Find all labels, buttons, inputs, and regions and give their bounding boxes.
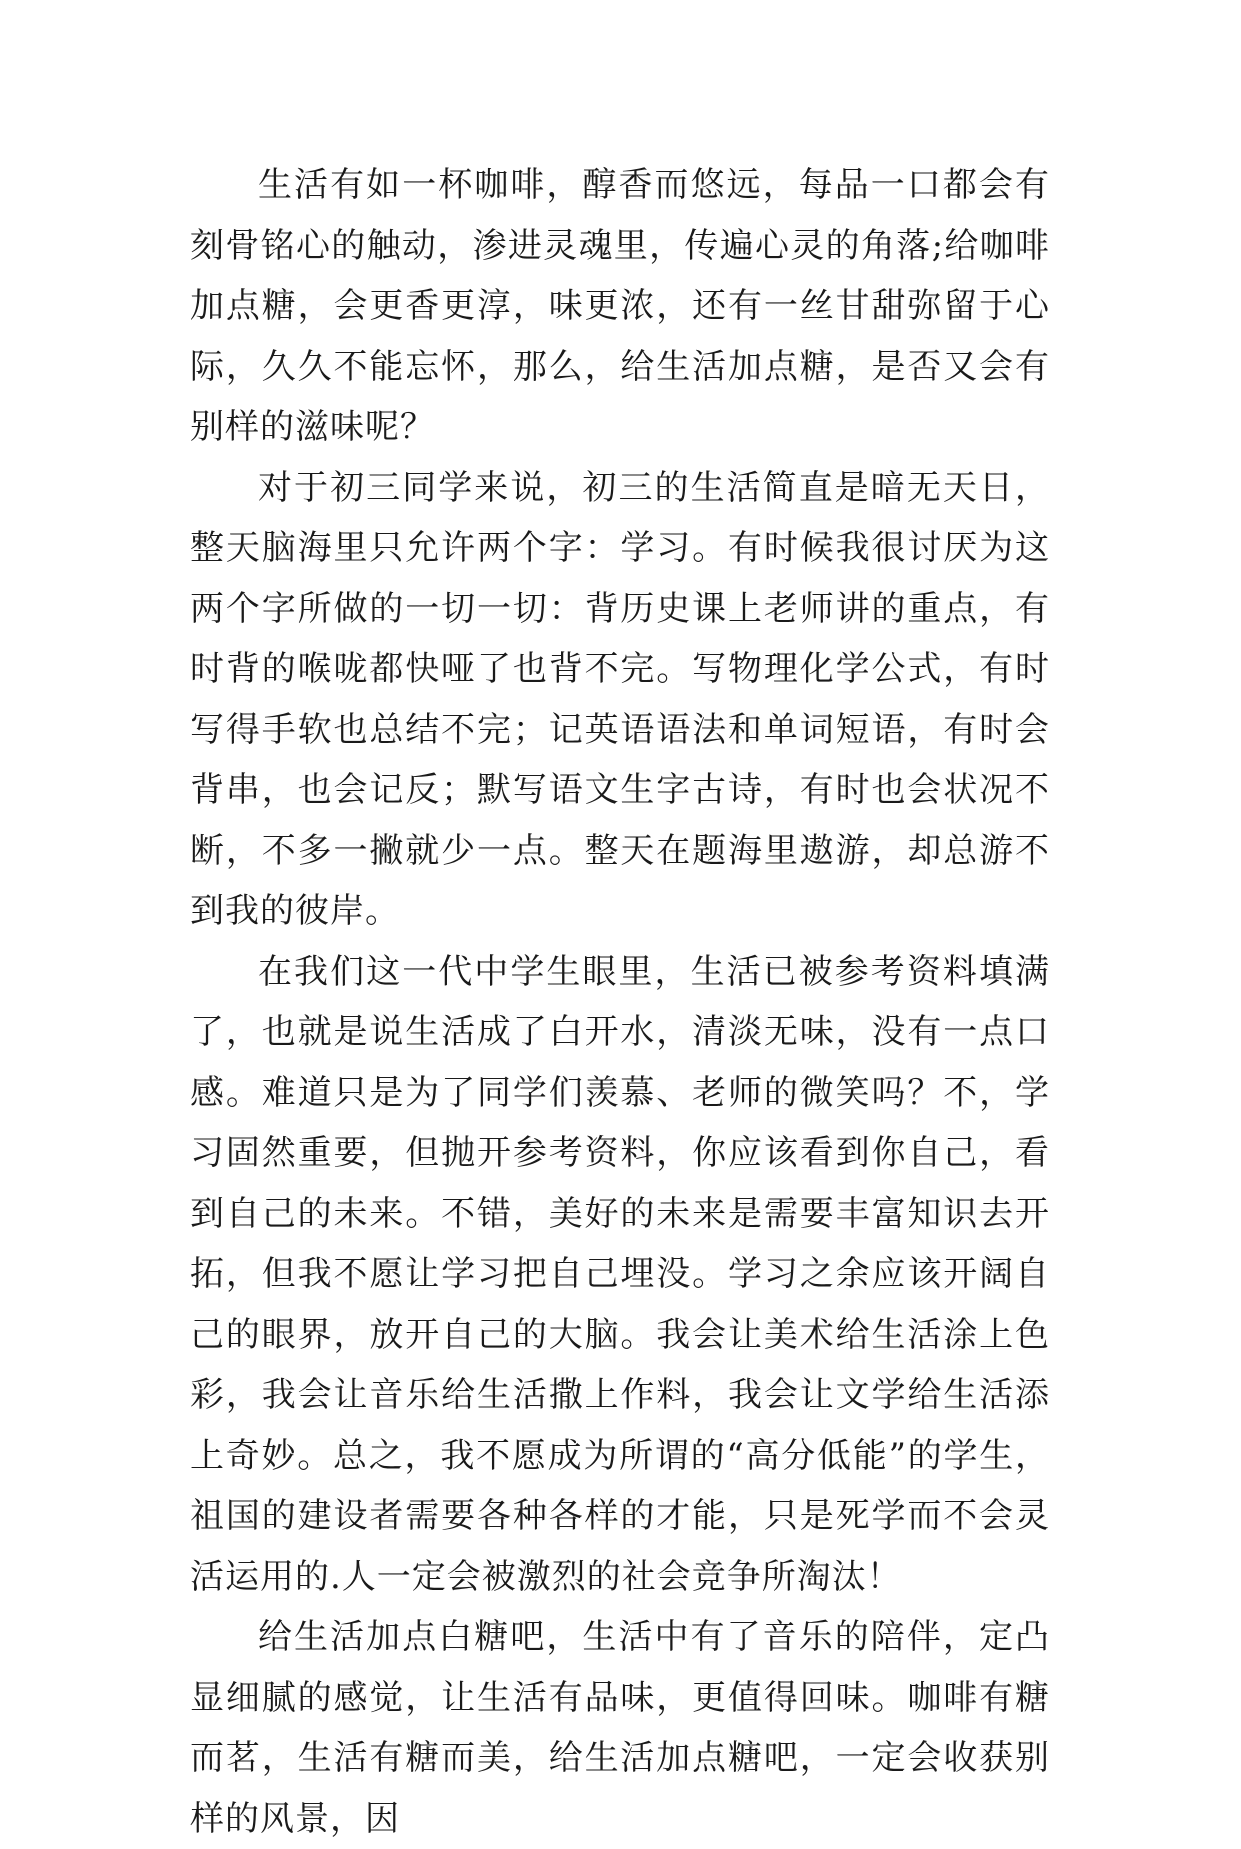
paragraph-2: 对于初三同学来说，初三的生活简直是暗无天日，整天脑海里只允许两个字：学习。有时候我很讨厌为这两个字所做的一切一切：背历史课上老师讲的重点，有时背的喉咙都快哑了也背不完。写物理化学公式，有时写得手软也总结不完；记英语语法和单词短语，有时会背串，也会记反；默写语文生字古诗，有时也会状况不断，不多一撇就少一点。整天在题海里遨游，却总游不到我的彼岸。 [190,467,1050,931]
paragraph-4: 给生活加点白糖吧，生活中有了音乐的陪伴，定凸显细腻的感觉，让生活有品味，更值得回味。咖啡有糖而茗，生活有糖而美，给生活加点糖吧，一定会收获别样的风景，因 [190,1617,1050,1839]
essay-body [190,155,1050,1849]
paragraph-1: 生活有如一杯咖啡，醇香而悠远，每品一口都会有刻骨铭心的触动，渗进灵魂里，传遍心灵的角落;给咖啡加点糖，会更香更淳，味更浓，还有一丝甘甜弥留于心际，久久不能忘怀，那么，给生活加点糖，是否又会有别样的滋味呢？ [190,165,1050,447]
paragraph-3: 在我们这一代中学生眼里，生活已被参考资料填满了，也就是说生活成了白开水，清淡无味，没有一点口感。难道只是为了同学们羡慕、老师的微笑吗？不，学习固然重要，但抛开参考资料，你应该看到你自己，看到自己的未来。不错，美好的未来是需要丰富知识去开拓，但我不愿让学习把自己埋没。学习之余应该开阔自己的眼界，放开自己的大脑。我会让美术给生活涂上色彩，我会让音乐给生活撒上作料，我会让文学给生活添上奇妙。总之，我不愿成为所谓的“高分低能”的学生，祖国的建设者需要各种各样的才能，只是死学而不会灵活运用的.人一定会被激烈的社会竞争所淘汰！ [190,951,1050,1597]
